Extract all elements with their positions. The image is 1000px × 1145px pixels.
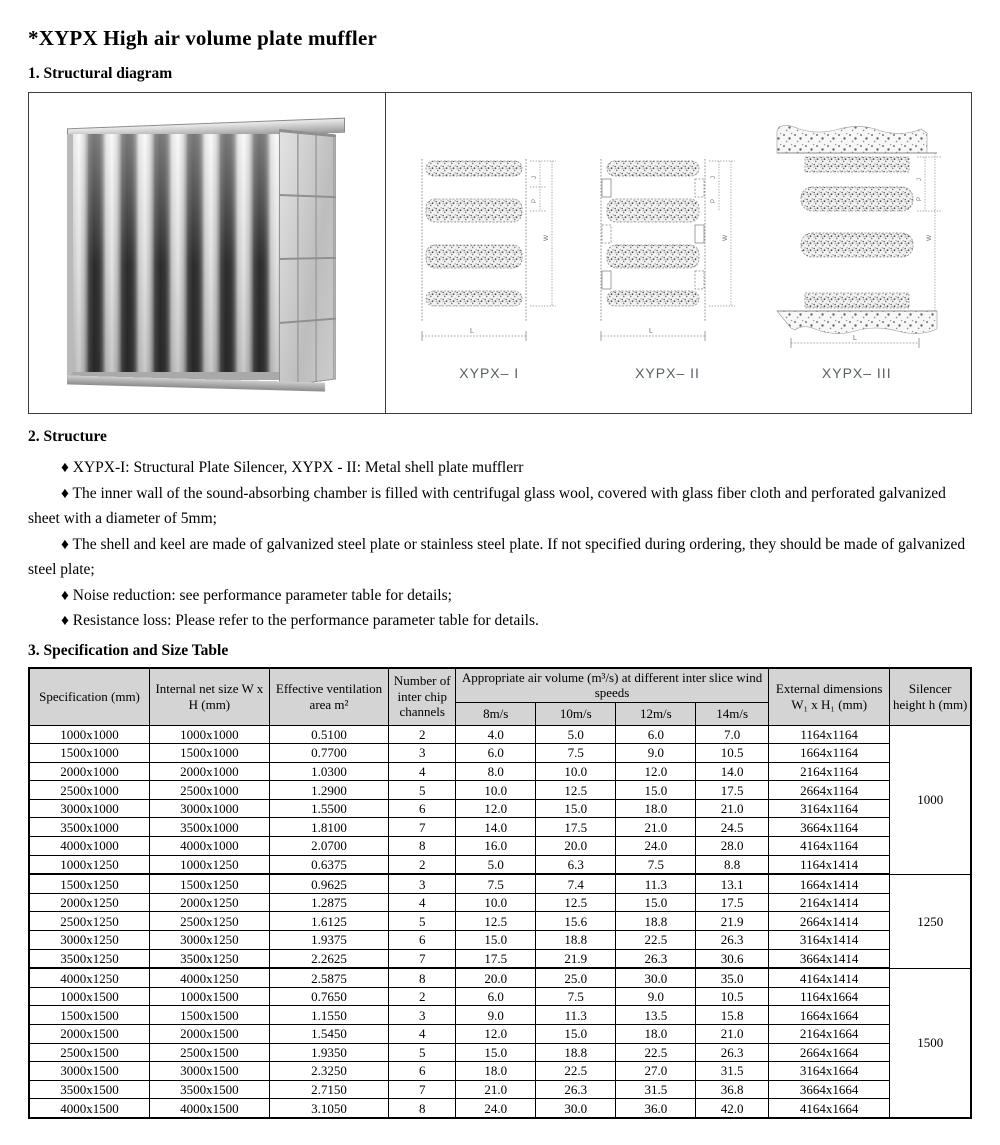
- cell-channel-count: 5: [389, 912, 456, 931]
- cell-external-dim: 3164x1164: [768, 799, 890, 818]
- cell-vol-8ms: 24.0: [456, 1099, 536, 1118]
- cell-vol-14ms: 8.8: [696, 855, 769, 874]
- cell-external-dim: 2664x1414: [768, 912, 890, 931]
- cell-spec: 2000x1000: [29, 762, 150, 781]
- technical-drawings: [386, 93, 971, 413]
- cell-channel-count: 3: [389, 744, 456, 763]
- cell-vol-8ms: 12.0: [456, 1025, 536, 1044]
- cell-vent-area: 2.2625: [269, 949, 389, 968]
- cell-internal-size: 1000x1000: [150, 725, 270, 744]
- cell-internal-size: 4000x1250: [150, 968, 270, 987]
- dim-tick-p: P: [532, 198, 539, 203]
- cell-vol-14ms: 28.0: [696, 837, 769, 856]
- cell-external-dim: 3164x1664: [768, 1062, 890, 1081]
- structure-bullet: ♦ XYPX-I: Structural Plate Silencer, XYPX - II: Metal shell plate mufflerr: [61, 459, 524, 476]
- table-row: [29, 912, 971, 931]
- cell-vol-14ms: 26.3: [696, 1043, 769, 1062]
- table-row: [29, 1099, 971, 1118]
- dim-side-w: W: [543, 234, 551, 241]
- cell-vol-14ms: 30.6: [696, 949, 769, 968]
- cell-vol-14ms: 21.0: [696, 1025, 769, 1044]
- xypx-3-diagram: [771, 121, 943, 351]
- cell-spec: 2000x1250: [29, 893, 150, 912]
- cell-vol-12ms: 26.3: [616, 949, 696, 968]
- xypx-1-diagram: [414, 151, 564, 351]
- cell-vol-10ms: 7.4: [536, 874, 616, 893]
- table-row: [29, 874, 971, 893]
- cell-vol-12ms: 7.5: [616, 855, 696, 874]
- cell-internal-size: 2500x1000: [150, 781, 270, 800]
- cell-spec: 4000x1250: [29, 968, 150, 987]
- specification-table: [28, 667, 972, 1119]
- table-row: [29, 893, 971, 912]
- cell-channel-count: 2: [389, 725, 456, 744]
- cell-spec: 2500x1000: [29, 781, 150, 800]
- table-row: [29, 968, 971, 987]
- cell-internal-size: 1500x1500: [150, 1006, 270, 1025]
- table-row: [29, 1043, 971, 1062]
- cell-channel-count: 5: [389, 1043, 456, 1062]
- cell-internal-size: 4000x1000: [150, 837, 270, 856]
- cell-vol-8ms: 15.0: [456, 931, 536, 950]
- cell-vol-14ms: 21.9: [696, 912, 769, 931]
- cell-spec: 2000x1500: [29, 1025, 150, 1044]
- cell-external-dim: 4164x1164: [768, 837, 890, 856]
- cell-external-dim: 1664x1164: [768, 744, 890, 763]
- col-header-channels: Number of inter chip channels: [389, 668, 456, 726]
- cell-external-dim: 4164x1664: [768, 1099, 890, 1118]
- cell-vol-12ms: 18.0: [616, 799, 696, 818]
- cell-vent-area: 1.8100: [269, 818, 389, 837]
- cell-vol-8ms: 7.5: [456, 874, 536, 893]
- cell-vol-12ms: 27.0: [616, 1062, 696, 1081]
- table-row: [29, 744, 971, 763]
- cell-internal-size: 1000x1500: [150, 987, 270, 1006]
- cell-vol-14ms: 35.0: [696, 968, 769, 987]
- table-row: [29, 855, 971, 874]
- table-row: [29, 1006, 971, 1025]
- cell-vent-area: 0.9625: [269, 874, 389, 893]
- table-row: [29, 762, 971, 781]
- cell-internal-size: 2000x1500: [150, 1025, 270, 1044]
- cell-internal-size: 1500x1000: [150, 744, 270, 763]
- section1-heading: 1. Structural diagram: [28, 65, 173, 82]
- dim-tick-p: P: [710, 198, 717, 203]
- cell-channel-count: 4: [389, 1025, 456, 1044]
- col-header-10ms: 10m/s: [536, 702, 616, 725]
- cell-vol-14ms: 17.5: [696, 893, 769, 912]
- cell-vol-10ms: 18.8: [536, 1043, 616, 1062]
- cell-external-dim: 3664x1414: [768, 949, 890, 968]
- cell-internal-size: 1500x1250: [150, 874, 270, 893]
- cell-vol-8ms: 18.0: [456, 1062, 536, 1081]
- cell-channel-count: 2: [389, 987, 456, 1006]
- dim-tick-j: J: [916, 178, 923, 181]
- cell-external-dim: 2664x1664: [768, 1043, 890, 1062]
- cell-internal-size: 3000x1000: [150, 799, 270, 818]
- cell-vol-8ms: 20.0: [456, 968, 536, 987]
- cell-internal-size: 3500x1250: [150, 949, 270, 968]
- table-row: [29, 818, 971, 837]
- dim-side-w: W: [925, 234, 933, 241]
- cell-vol-10ms: 22.5: [536, 1062, 616, 1081]
- cell-vol-12ms: 36.0: [616, 1099, 696, 1118]
- cell-internal-size: 3500x1000: [150, 818, 270, 837]
- cell-external-dim: 1664x1414: [768, 874, 890, 893]
- table-row: [29, 725, 971, 744]
- cell-external-dim: 1164x1664: [768, 987, 890, 1006]
- col-header-internal-size: Internal net size W x H (mm): [150, 668, 270, 726]
- muffler-photo: [51, 107, 363, 399]
- dim-side-w: W: [721, 234, 729, 241]
- xypx-2-diagram: [593, 151, 743, 351]
- cell-vol-12ms: 9.0: [616, 987, 696, 1006]
- cell-vol-14ms: 17.5: [696, 781, 769, 800]
- cell-vent-area: 1.5500: [269, 799, 389, 818]
- table-row: [29, 837, 971, 856]
- cell-vol-12ms: 6.0: [616, 725, 696, 744]
- col-header-12ms: 12m/s: [616, 702, 696, 725]
- cell-vol-8ms: 4.0: [456, 725, 536, 744]
- cell-spec: 2500x1500: [29, 1043, 150, 1062]
- cell-spec: 4000x1500: [29, 1099, 150, 1118]
- drawing-label-xypx-1: XYPX– I: [459, 365, 520, 381]
- cell-internal-size: 1000x1250: [150, 855, 270, 874]
- cell-vol-8ms: 16.0: [456, 837, 536, 856]
- cell-vol-10ms: 30.0: [536, 1099, 616, 1118]
- cell-vent-area: 2.3250: [269, 1062, 389, 1081]
- col-header-silencer-height: Silencer height h (mm): [890, 668, 971, 726]
- cell-vol-8ms: 9.0: [456, 1006, 536, 1025]
- cell-silencer-height: 1000: [890, 725, 971, 874]
- cell-vent-area: 2.7150: [269, 1080, 389, 1099]
- cell-vol-14ms: 7.0: [696, 725, 769, 744]
- cell-channel-count: 7: [389, 1080, 456, 1099]
- cell-vol-8ms: 8.0: [456, 762, 536, 781]
- cell-vol-10ms: 12.5: [536, 893, 616, 912]
- cell-vent-area: 1.9350: [269, 1043, 389, 1062]
- cell-channel-count: 7: [389, 818, 456, 837]
- cell-channel-count: 4: [389, 762, 456, 781]
- cell-external-dim: 2164x1414: [768, 893, 890, 912]
- cell-vol-8ms: 12.0: [456, 799, 536, 818]
- table-row: [29, 781, 971, 800]
- cell-vol-12ms: 18.8: [616, 912, 696, 931]
- cell-vol-8ms: 14.0: [456, 818, 536, 837]
- cell-channel-count: 7: [389, 949, 456, 968]
- structure-bullet: ♦ Resistance loss: Please refer to the performance parameter table for details.: [61, 612, 539, 629]
- cell-internal-size: 2000x1000: [150, 762, 270, 781]
- cell-spec: 1500x1250: [29, 874, 150, 893]
- dim-tick-p: P: [916, 196, 923, 201]
- drawing-label-xypx-3: XYPX– III: [821, 365, 892, 381]
- cell-channel-count: 8: [389, 837, 456, 856]
- cell-vol-14ms: 26.3: [696, 931, 769, 950]
- muffler-photo-cell: [29, 93, 386, 413]
- cell-vol-10ms: 6.3: [536, 855, 616, 874]
- cell-internal-size: 2500x1250: [150, 912, 270, 931]
- cell-vol-10ms: 25.0: [536, 968, 616, 987]
- cell-channel-count: 4: [389, 893, 456, 912]
- cell-vol-10ms: 12.5: [536, 781, 616, 800]
- cell-vol-12ms: 21.0: [616, 818, 696, 837]
- table-row: [29, 1080, 971, 1099]
- cell-vent-area: 3.1050: [269, 1099, 389, 1118]
- table-row: [29, 931, 971, 950]
- cell-channel-count: 6: [389, 931, 456, 950]
- cell-spec: 3500x1000: [29, 818, 150, 837]
- cell-vol-8ms: 10.0: [456, 893, 536, 912]
- col-header-specification: Specification (mm): [29, 668, 150, 726]
- cell-vol-12ms: 11.3: [616, 874, 696, 893]
- cell-vol-10ms: 15.0: [536, 799, 616, 818]
- cell-vent-area: 2.5875: [269, 968, 389, 987]
- cell-external-dim: 3664x1664: [768, 1080, 890, 1099]
- col-header-external-dim: External dimensions W₁ x H₁ (mm): [768, 668, 890, 726]
- cell-vent-area: 1.9375: [269, 931, 389, 950]
- cell-spec: 3500x1500: [29, 1080, 150, 1099]
- col-header-14ms: 14m/s: [696, 702, 769, 725]
- cell-vol-14ms: 13.1: [696, 874, 769, 893]
- cell-vol-12ms: 13.5: [616, 1006, 696, 1025]
- cell-external-dim: 2664x1164: [768, 781, 890, 800]
- cell-internal-size: 2500x1500: [150, 1043, 270, 1062]
- cell-external-dim: 1664x1664: [768, 1006, 890, 1025]
- cell-vent-area: 1.5450: [269, 1025, 389, 1044]
- cell-vol-10ms: 5.0: [536, 725, 616, 744]
- section3-heading: 3. Specification and Size Table: [28, 641, 229, 659]
- cell-vent-area: 1.0300: [269, 762, 389, 781]
- cell-vol-12ms: 24.0: [616, 837, 696, 856]
- cell-vent-area: 0.7700: [269, 744, 389, 763]
- drawing-label-xypx-2: XYPX– II: [635, 365, 700, 381]
- cell-channel-count: 2: [389, 855, 456, 874]
- cell-spec: 4000x1000: [29, 837, 150, 856]
- cell-vol-14ms: 15.8: [696, 1006, 769, 1025]
- cell-channel-count: 8: [389, 1099, 456, 1118]
- cell-channel-count: 8: [389, 968, 456, 987]
- cell-vol-10ms: 15.6: [536, 912, 616, 931]
- cell-vol-12ms: 15.0: [616, 893, 696, 912]
- cell-spec: 3500x1250: [29, 949, 150, 968]
- cell-vol-10ms: 15.0: [536, 1025, 616, 1044]
- cell-vol-10ms: 7.5: [536, 987, 616, 1006]
- cell-channel-count: 3: [389, 874, 456, 893]
- cell-vent-area: 0.7650: [269, 987, 389, 1006]
- cell-vol-14ms: 21.0: [696, 799, 769, 818]
- cell-spec: 3000x1000: [29, 799, 150, 818]
- cell-vol-8ms: 21.0: [456, 1080, 536, 1099]
- cell-vol-12ms: 22.5: [616, 1043, 696, 1062]
- section2-heading: 2. Structure: [28, 428, 107, 445]
- cell-external-dim: 1164x1414: [768, 855, 890, 874]
- cell-vol-14ms: 31.5: [696, 1062, 769, 1081]
- cell-internal-size: 3000x1500: [150, 1062, 270, 1081]
- cell-vent-area: 1.6125: [269, 912, 389, 931]
- col-header-vent-area: Effective ventilation area m²: [269, 668, 389, 726]
- drawing-xypx-1: [414, 151, 564, 381]
- dim-bottom-l: L: [470, 328, 475, 335]
- dim-bottom-l: L: [852, 335, 857, 342]
- cell-external-dim: 1164x1164: [768, 725, 890, 744]
- structure-bullet: ♦ The inner wall of the sound-absorbing chamber is filled with centrifugal glass wool, covered with glass fiber cloth and perforated galvanized sheet with a diameter of 5mm;: [28, 484, 946, 527]
- cell-spec: 1500x1500: [29, 1006, 150, 1025]
- cell-external-dim: 4164x1414: [768, 968, 890, 987]
- dim-tick-j: J: [710, 176, 717, 179]
- table-row: [29, 949, 971, 968]
- cell-vent-area: 1.2875: [269, 893, 389, 912]
- cell-internal-size: 4000x1500: [150, 1099, 270, 1118]
- cell-vol-10ms: 17.5: [536, 818, 616, 837]
- cell-vol-10ms: 20.0: [536, 837, 616, 856]
- photo-front-baffles: [67, 134, 279, 380]
- cell-external-dim: 2164x1164: [768, 762, 890, 781]
- page-title: *XYPX High air volume plate muffler: [28, 26, 377, 50]
- cell-vol-12ms: 9.0: [616, 744, 696, 763]
- cell-vol-10ms: 7.5: [536, 744, 616, 763]
- cell-vol-12ms: 12.0: [616, 762, 696, 781]
- dim-bottom-l: L: [648, 328, 653, 335]
- cell-vol-8ms: 17.5: [456, 949, 536, 968]
- cell-vol-10ms: 11.3: [536, 1006, 616, 1025]
- cell-vol-12ms: 30.0: [616, 968, 696, 987]
- drawing-xypx-2: [593, 151, 743, 381]
- table-row: [29, 1025, 971, 1044]
- cell-vol-10ms: 18.8: [536, 931, 616, 950]
- cell-vol-8ms: 10.0: [456, 781, 536, 800]
- cell-vol-14ms: 10.5: [696, 744, 769, 763]
- table-row: [29, 799, 971, 818]
- structure-bullet: ♦ The shell and keel are made of galvanized steel plate or stainless steel plate. If not specified during ordering, they should be made of galvanized steel plate;: [28, 535, 966, 578]
- structural-diagram-box: [28, 92, 972, 414]
- cell-vent-area: 0.5100: [269, 725, 389, 744]
- cell-vent-area: 0.6375: [269, 855, 389, 874]
- table-row: [29, 1062, 971, 1081]
- table-row: [29, 987, 971, 1006]
- cell-channel-count: 6: [389, 799, 456, 818]
- col-header-8ms: 8m/s: [456, 702, 536, 725]
- cell-external-dim: 2164x1664: [768, 1025, 890, 1044]
- cell-channel-count: 3: [389, 1006, 456, 1025]
- cell-internal-size: 3000x1250: [150, 931, 270, 950]
- cell-vent-area: 1.1550: [269, 1006, 389, 1025]
- cell-spec: 3000x1500: [29, 1062, 150, 1081]
- dim-tick-j: J: [532, 176, 539, 179]
- photo-side-panel: [279, 129, 336, 387]
- structure-bullet: ♦ Noise reduction: see performance parameter table for details;: [61, 586, 452, 604]
- cell-vol-8ms: 15.0: [456, 1043, 536, 1062]
- cell-vent-area: 2.0700: [269, 837, 389, 856]
- cell-internal-size: 3500x1500: [150, 1080, 270, 1099]
- cell-vol-12ms: 18.0: [616, 1025, 696, 1044]
- cell-spec: 1000x1000: [29, 725, 150, 744]
- cell-silencer-height: 1250: [890, 874, 971, 968]
- cell-vol-14ms: 24.5: [696, 818, 769, 837]
- cell-vol-8ms: 6.0: [456, 744, 536, 763]
- cell-internal-size: 2000x1250: [150, 893, 270, 912]
- col-header-air-volume: Appropriate air volume (m³/s) at different inter slice wind speeds: [456, 668, 769, 703]
- cell-silencer-height: 1500: [890, 968, 971, 1118]
- cell-vent-area: 1.2900: [269, 781, 389, 800]
- cell-spec: 2500x1250: [29, 912, 150, 931]
- cell-vol-8ms: 6.0: [456, 987, 536, 1006]
- cell-spec: 3000x1250: [29, 931, 150, 950]
- structure-bullet-list: [28, 455, 972, 634]
- drawing-xypx-3: [771, 121, 943, 381]
- cell-vol-10ms: 26.3: [536, 1080, 616, 1099]
- cell-vol-14ms: 10.5: [696, 987, 769, 1006]
- cell-vol-12ms: 31.5: [616, 1080, 696, 1099]
- cell-vol-14ms: 14.0: [696, 762, 769, 781]
- cell-vol-10ms: 21.9: [536, 949, 616, 968]
- cell-channel-count: 6: [389, 1062, 456, 1081]
- cell-external-dim: 3664x1164: [768, 818, 890, 837]
- cell-vol-10ms: 10.0: [536, 762, 616, 781]
- cell-vol-14ms: 42.0: [696, 1099, 769, 1118]
- cell-channel-count: 5: [389, 781, 456, 800]
- cell-vol-14ms: 36.8: [696, 1080, 769, 1099]
- cell-spec: 1000x1500: [29, 987, 150, 1006]
- cell-spec: 1500x1000: [29, 744, 150, 763]
- cell-vol-12ms: 15.0: [616, 781, 696, 800]
- cell-external-dim: 3164x1414: [768, 931, 890, 950]
- cell-vol-8ms: 12.5: [456, 912, 536, 931]
- cell-spec: 1000x1250: [29, 855, 150, 874]
- cell-vol-8ms: 5.0: [456, 855, 536, 874]
- cell-vol-12ms: 22.5: [616, 931, 696, 950]
